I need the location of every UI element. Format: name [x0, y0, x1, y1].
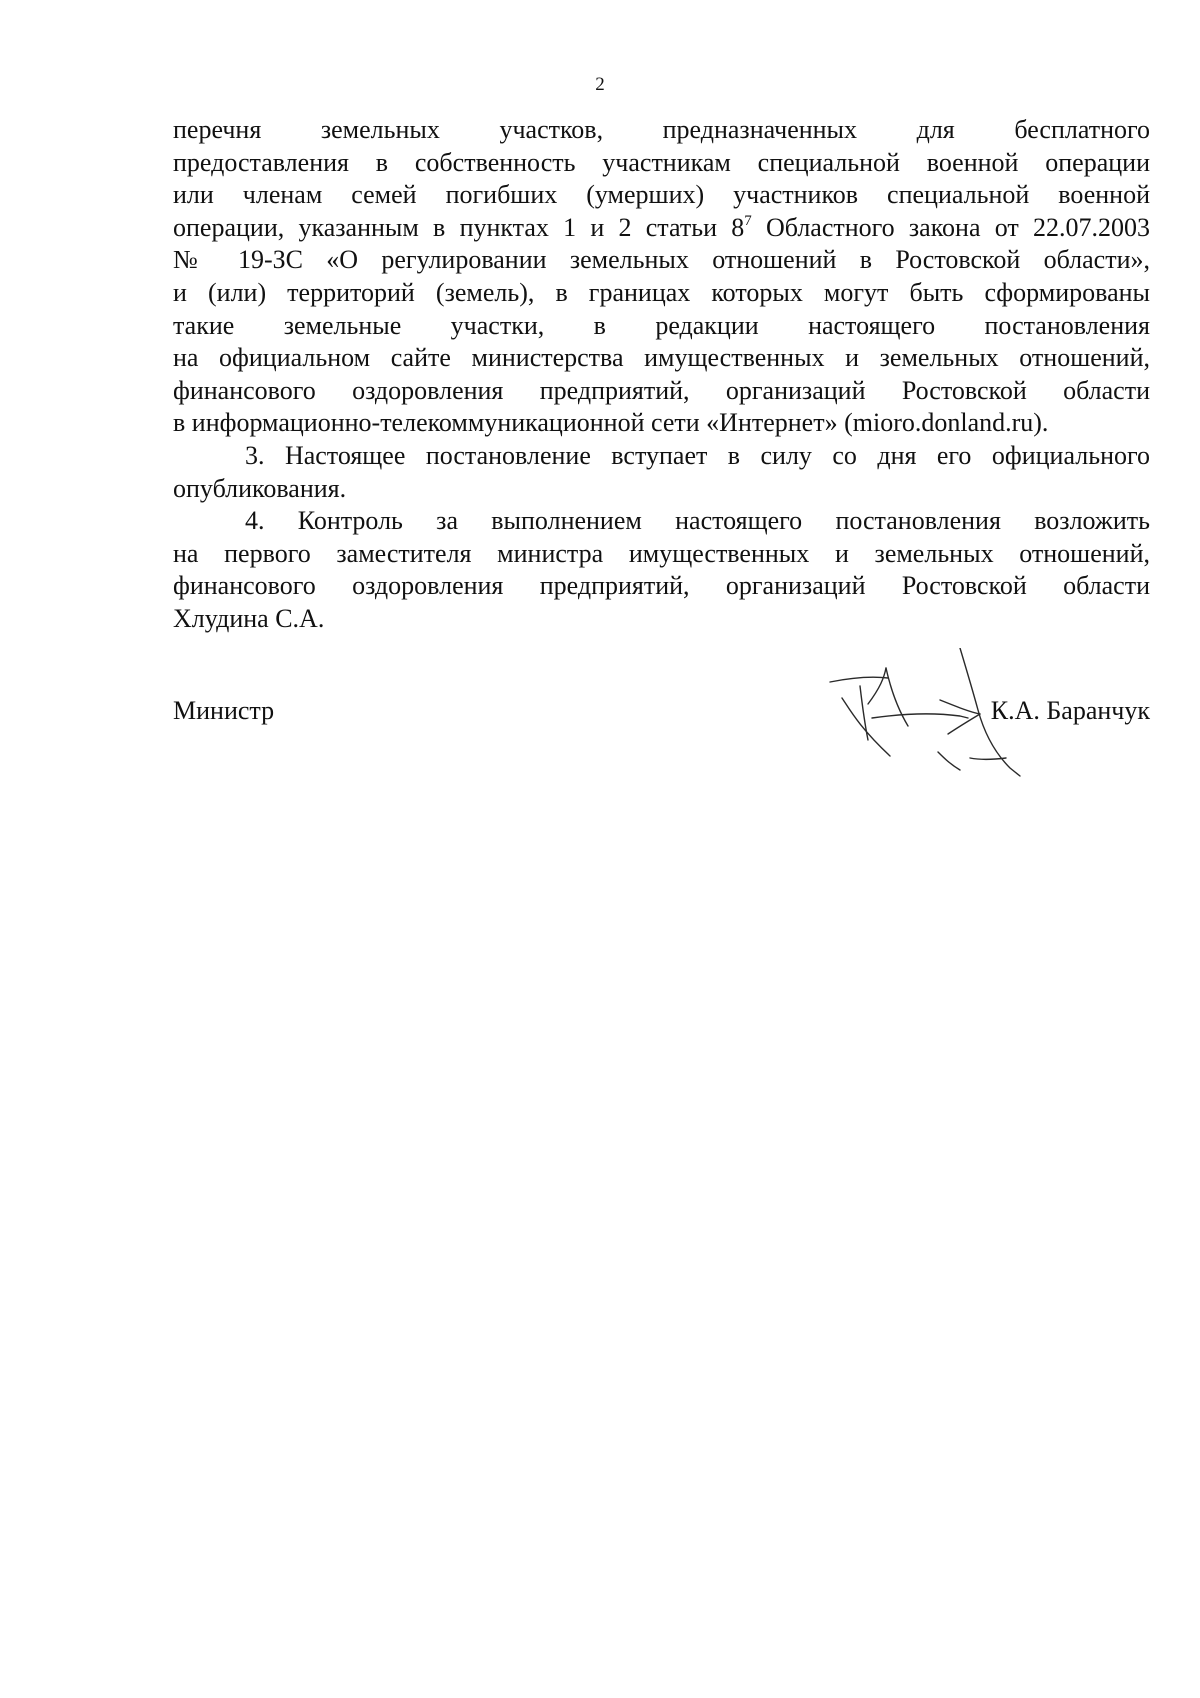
- document-body: [173, 114, 1150, 636]
- line-segment: Областного закона от 22.07.2003: [751, 212, 1150, 242]
- paragraph-line: Хлудина С.А.: [173, 603, 325, 633]
- page-number: 2: [595, 74, 605, 95]
- paragraph-line: 3. Настоящее постановление вступает в силу со дня его официального: [245, 440, 1150, 470]
- handwritten-signature: [820, 648, 1050, 788]
- paragraph-line: такие земельные участки, в редакции настоящего постановления: [173, 310, 1150, 340]
- signer-title: Министр: [173, 696, 275, 725]
- paragraph-line: и (или) территорий (земель), в границах которых могут быть сформированы: [173, 277, 1150, 307]
- paragraph-line: на официальном сайте министерства имущественных и земельных отношений,: [173, 343, 1150, 373]
- paragraph-line: на первого заместителя министра имущественных и земельных отношений,: [173, 538, 1150, 568]
- signer-name: К.А. Баранчук: [990, 696, 1150, 725]
- paragraph-line: предоставления в собственность участникам специальной военной операции: [173, 147, 1150, 177]
- paragraph-line: № 19-ЗС «О регулировании земельных отношений в Ростовской области»,: [173, 245, 1150, 275]
- paragraph-line: [173, 212, 1150, 245]
- paragraph-line: перечня земельных участков, предназначенных для бесплатного: [173, 115, 1150, 144]
- line-segment: операции, указанным в пунктах 1 и 2 статьи 8: [173, 212, 745, 242]
- article-superscript: 7: [744, 212, 752, 229]
- paragraph-line: финансового оздоровления предприятий, организаций Ростовской области: [173, 375, 1150, 405]
- paragraph-line: финансового оздоровления предприятий, организаций Ростовской области: [173, 571, 1150, 601]
- paragraph-line: опубликования.: [173, 473, 347, 503]
- paragraph-line: в информационно-телекоммуникационной сети «Интернет» (mioro.donland.ru).: [173, 408, 1049, 438]
- paragraph-line: или членам семей погибших (умерших) участников специальной военной: [173, 180, 1150, 210]
- paragraph-line: 4. Контроль за выполнением настоящего постановления возложить: [245, 506, 1150, 536]
